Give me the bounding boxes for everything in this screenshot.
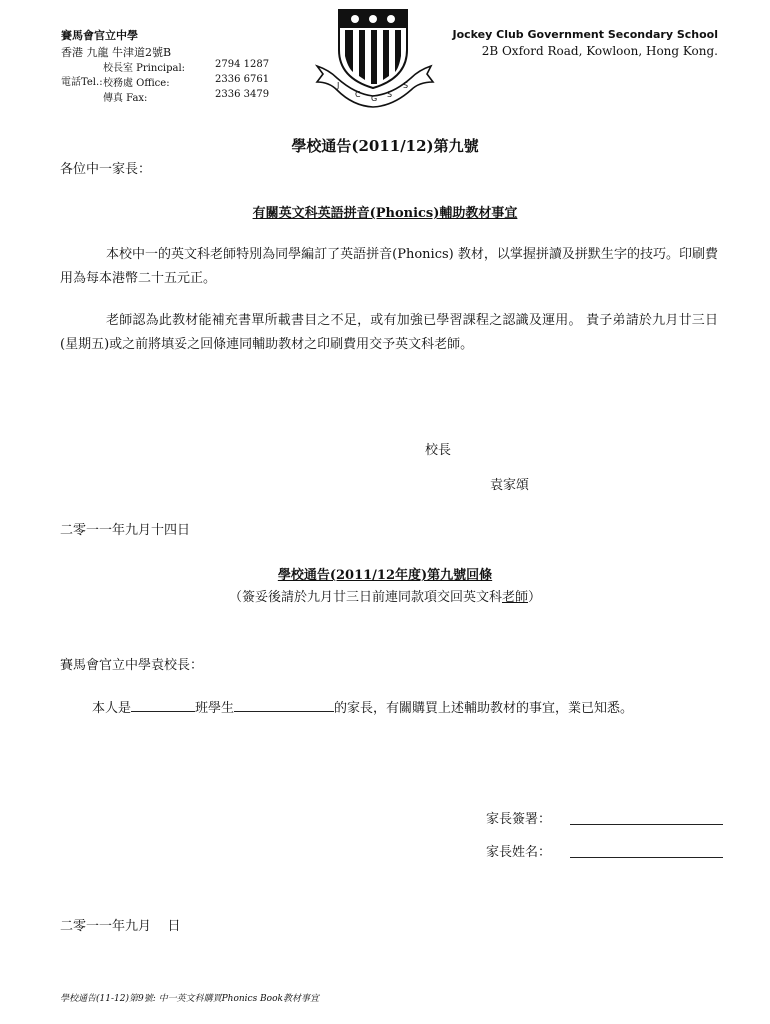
document-footer: 學校通告(11-12)第9號: 中一英文科購買Phonics Book教材事宜 [60, 994, 319, 1004]
reply-title: 學校通告(2011/12年度)第九號回條 [277, 568, 493, 583]
phone-label: 傳真 Fax: [103, 93, 148, 104]
crest-letter: J [337, 81, 340, 90]
phone-number: 2336 6761 [215, 74, 270, 85]
parent-name-label: 家長姓名： [486, 845, 552, 860]
crest-letter: S [403, 81, 409, 90]
crest-letter: C [355, 90, 361, 99]
school-name-chinese: 賽馬會官立中學 [61, 29, 138, 42]
school-address-english: 2B Oxford Road, Kowloon, Hong Kong. [481, 44, 718, 58]
tel-label: 電話Tel.: [61, 77, 103, 88]
reply-instruction-prefix: （簽妥後請於九月廿三日前連同款項交回英文科 [228, 590, 502, 605]
crest-letter: S [387, 90, 393, 99]
reply-salutation: 賽馬會官立中學袁校長： [60, 658, 204, 673]
signer-title: 校長 [425, 443, 452, 458]
statement-part-3: 的家長，有關購買上述輔助教材的事宜，業已知悉。 [334, 701, 634, 716]
notice-salutation: 各位中一家長： [60, 162, 152, 177]
notice-paragraph-2: 老師認為此教材能補充書單所載書目之不足，或有加強已學習課程之認識及運用。 貴子弟請於九月廿三日(星期五)或之前將填妥之回條連同輔助教材之印刷費用交予英文科老師。 [60, 313, 718, 352]
phone-label: 校長室 Principal: [103, 63, 186, 74]
notice-subject-wrap [0, 202, 770, 221]
class-blank-field[interactable] [131, 699, 195, 712]
phone-label: 校務處 Office: [103, 78, 170, 89]
notice-title: 學校通告(2011/12)第九號 [291, 137, 479, 155]
statement-part-1: 本人是 [92, 701, 132, 716]
parent-signature-label: 家長簽署： [486, 812, 552, 827]
reply-instruction-underlined: 老師 [501, 590, 528, 605]
reply-date: 二零一一年九月 日 [60, 919, 181, 934]
phone-number: 2336 3479 [215, 89, 270, 100]
student-name-blank-field[interactable] [234, 699, 334, 712]
school-address-chinese: 香港 九龍 牛津道2號B [61, 46, 172, 59]
phone-list [103, 59, 269, 104]
parent-signature-field[interactable] [570, 812, 723, 825]
notice-subject: 有關英文科英語拼音(Phonics)輔助教材事宜 [252, 206, 518, 221]
parent-name-field[interactable] [570, 845, 723, 858]
phone-number: 2794 1287 [215, 59, 270, 70]
phone-row-principal [103, 59, 269, 74]
statement-part-2: 班學生 [195, 701, 235, 716]
school-crest-icon [315, 8, 435, 112]
phone-row-fax [103, 89, 269, 104]
reply-instruction [0, 586, 770, 605]
notice-date: 二零一一年九月十四日 [60, 523, 191, 538]
notice-paragraph-1: 本校中一的英文科老師特別為同學編訂了英語拼音(Phonics) 教材，以掌握拼讀及拼默生字的技巧。印刷費用為每本港幣二十五元正。 [60, 247, 718, 286]
phone-row-office [103, 74, 269, 89]
signer-name: 袁家頌 [490, 478, 530, 493]
reply-title-wrap [0, 564, 770, 583]
crest-letter: G [371, 94, 378, 103]
reply-instruction-suffix: ） [528, 590, 542, 605]
school-name-english: Jockey Club Government Secondary School [452, 28, 718, 41]
reply-statement [92, 697, 633, 716]
